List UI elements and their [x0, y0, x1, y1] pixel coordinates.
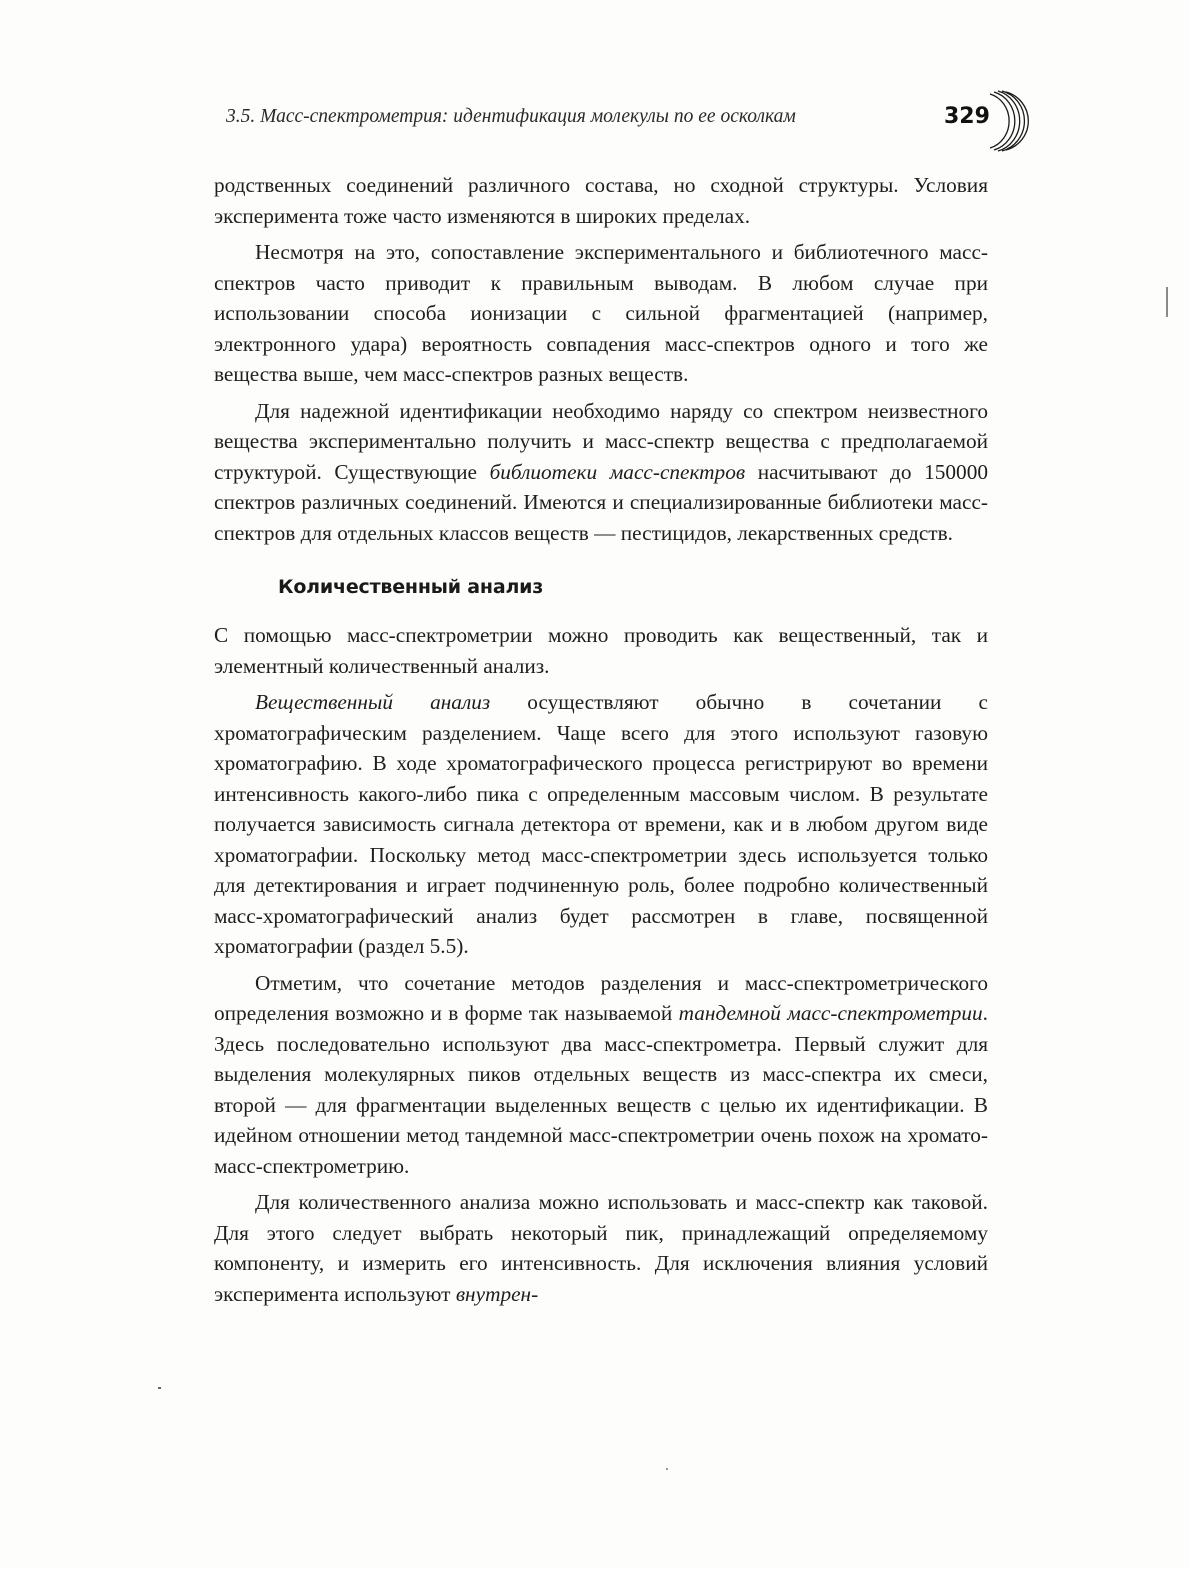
paragraph: Для количественного анализа можно использовать и масс-спектр как таковой. Для этого следует выбрать некоторый пик, принадлежащий определяемому компоненту, и измерить его интенсивность. Для исключения влияния условий эксперимента используют внутрен-	[214, 1190, 988, 1306]
margin-dot	[158, 1387, 161, 1389]
paragraph: родственных соединений различного состава, но сходной структуры. Условия эксперимента тоже часто изменяются в широких пределах.	[214, 173, 988, 228]
margin-mark	[1166, 287, 1168, 317]
emphasis: тандемной масс-спектрометрии	[678, 1001, 983, 1025]
running-header	[226, 104, 1026, 154]
emphasis: библиотеки масс-спектров	[489, 459, 746, 484]
paragraph: Для надежной идентификации необходимо наряду со спектром неизвестного вещества экспериментально получить и масс-спектр вещества с предполагаемой структурой. Существующие библиотеки масс-спектров насчитывают до 150000 спектров различных соединений. Имеются и специализированные библиотеки масс-спектров для отдельных классов веществ — пестицидов, лекарственных средств.	[214, 398, 988, 545]
running-title: 3.5. Масс-спектрометрия: идентификация молекулы по ее осколкам	[226, 106, 796, 127]
paragraph: Несмотря на это, сопоставление экспериментального и библиотечного масс-спектров часто приводит к правильным выводам. В любом случае при использовании способа ионизации с сильной фрагментацией (например, электронного удара) вероятность совпадения масс-спектров одного и того же вещества выше, чем масс-спектров разных веществ.	[214, 240, 988, 386]
paragraph: С помощью масс-спектрометрии можно проводить как вещественный, так и элементный количественный анализ.	[214, 623, 988, 678]
margin-dot	[666, 1468, 668, 1470]
page-number-arcs-icon	[988, 90, 1038, 152]
paragraph: Отметим, что сочетание методов разделения и масс-спектрометрического определения возможно и в форме так называемой тандемной масс-спектрометрии. Здесь последовательно используют два масс-спектрометра. Первый служит для выделения молекулярных пиков отдельных веществ из масс-спектра их смеси, второй — для фрагментации выделенных веществ с целью их идентификации. В идейном отношении метод тандемной масс-спектрометрии очень похож на хромато-масс-спектрометрию.	[214, 970, 988, 1178]
emphasis: внутрен-	[455, 1281, 539, 1306]
paragraph: Вещественный анализ осуществляют обычно в сочетании с хроматографическим разделением. Чаще всего для этого используют газовую хроматографию. В ходе хроматографического процесса регистрируют во времени интенсивность какого-либо пика с определенным массовым числом. В результате получается зависимость сигнала детектора от времени, как и в любом другом виде хроматографии. Поскольку метод масс-спектрометрии здесь используется только для детектирования и играет подчиненную роль, более подробно количественный масс-хроматографический анализ будет рассмотрен в главе, посвященной хроматографии (раздел 5.5).	[214, 690, 988, 958]
emphasis: Вещественный анализ	[255, 690, 491, 714]
page-body	[214, 170, 988, 1309]
page-number: 329	[944, 104, 990, 129]
section-heading: Количественный анализ	[278, 576, 544, 598]
